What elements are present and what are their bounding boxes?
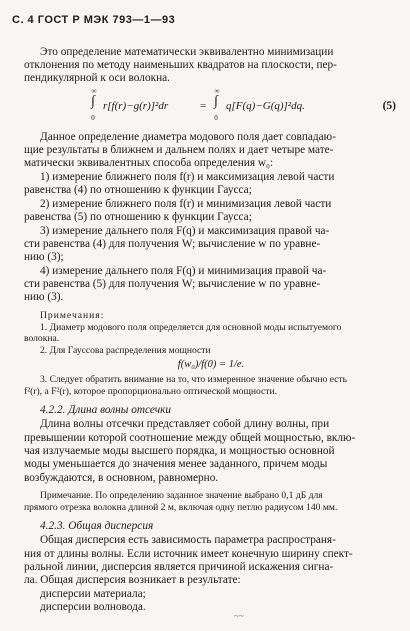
- paragraph-line: Данное определение диаметра модового поля дает совпадаю-: [40, 131, 336, 143]
- paragraph-line: матически эквивалентных способа определения w₀:: [24, 157, 274, 169]
- list-line: 1) измерение ближнего поля f(r) и максимизация левой части: [40, 171, 335, 183]
- equation-left: r[f(r)−g(r)]²dr: [103, 100, 169, 112]
- list-line: нию (3);: [24, 251, 64, 263]
- list-line: равенства (5) по отношению к функции Гаусса;: [24, 211, 252, 223]
- list-line: нию (3).: [24, 291, 64, 303]
- integral-sign-icon: ∫: [91, 94, 95, 109]
- section-line: превышении которой соотношение между общей мощностью, вклю-: [24, 432, 356, 444]
- section-line: Длина волны отсечки представляет собой длину волны, при: [40, 418, 330, 430]
- equation-equals: =: [200, 100, 207, 112]
- intro-line: пендикулярной к оси волокна.: [24, 72, 170, 84]
- upper-limit: ∞: [91, 87, 97, 95]
- notes-title: Примечания:: [40, 310, 105, 321]
- note-line: 2. Для Гауссова распределения мощности: [40, 345, 211, 356]
- note-line: прямого отрезка волокна длиной 2 м, включая одну петлю радиусом 140 мм.: [24, 502, 338, 513]
- section-line: Общая дисперсия есть зависимость параметра распространя-: [40, 534, 336, 546]
- section-line: чая излучаемые моды высшего порядка, и мощностью основной: [24, 445, 335, 457]
- list-line: сти равенства (4) для получения W; вычисление w по уравне-: [24, 238, 321, 250]
- note-line: 1. Диаметр модового поля определяется для основной моды испытуемого: [40, 322, 342, 333]
- lower-limit: 0: [91, 114, 95, 122]
- note-line: f²(r), а F²(r), которое пропорционально оптической мощности.: [24, 386, 278, 397]
- note-formula: f(w₀)/f(0) = 1/e.: [177, 359, 245, 370]
- intro-line: отклонения по методу наименьших квадратов на плоскости, пер-: [24, 59, 337, 71]
- page-header: С. 4 ГОСТ Р МЭК 793—1—93: [12, 14, 176, 26]
- page-mark: ~~: [234, 611, 244, 621]
- integral-sign-icon: ∫: [214, 94, 218, 109]
- list-line: сти равенства (5) для получения W; вычисление w по уравне-: [24, 278, 321, 290]
- section-title-4-2-2: 4.2.2. Длина волны отсечки: [40, 404, 172, 416]
- note-line: волокна.: [24, 333, 60, 344]
- list-line: равенства (4) по отношению к функции Гаусса;: [24, 184, 252, 196]
- section-line: ния от длины волны. Если источник имеет конечную ширину спект-: [24, 548, 353, 560]
- note-line: 3. Следует обратить внимание на то, что измеренное значение обычно есть: [40, 374, 348, 385]
- list-line: 2) измерение ближнего поля f(r) и минимизация левой части: [40, 198, 332, 210]
- upper-limit: ∞: [214, 87, 220, 95]
- paragraph-line: щие результаты в ближнем и дальнем полях и дает четыре мате-: [24, 144, 334, 156]
- section-line: возбуждаются, в основном, равномерно.: [24, 472, 219, 484]
- equation-right: q[F(q)−G(q)]²dq.: [226, 100, 305, 112]
- section-line: дисперсии волновода.: [40, 601, 146, 613]
- list-line: 3) измерение дальнего поля F(q) и максимизация правой ча-: [40, 225, 330, 237]
- list-line: 4) измерение дальнего поля F(q) и минимизация правой ча-: [40, 265, 327, 277]
- note-line: Примечание. По определению заданное значение выбрано 0,1 дБ для: [40, 490, 323, 501]
- section-line: ральной линии, дисперсия является причиной искажения сигна-: [24, 561, 334, 573]
- section-line: дисперсии материала;: [40, 588, 146, 600]
- intro-line: Это определение математически эквивалентно минимизации: [40, 46, 334, 58]
- lower-limit: 0: [214, 114, 218, 122]
- section-line: моды уменьшается до значения менее заданного, причем моды: [24, 458, 328, 470]
- equation-number: (5): [382, 100, 396, 112]
- section-title-4-2-3: 4.2.3. Общая дисперсия: [40, 520, 154, 532]
- section-line: ла. Общая дисперсия возникает в результате:: [24, 574, 241, 586]
